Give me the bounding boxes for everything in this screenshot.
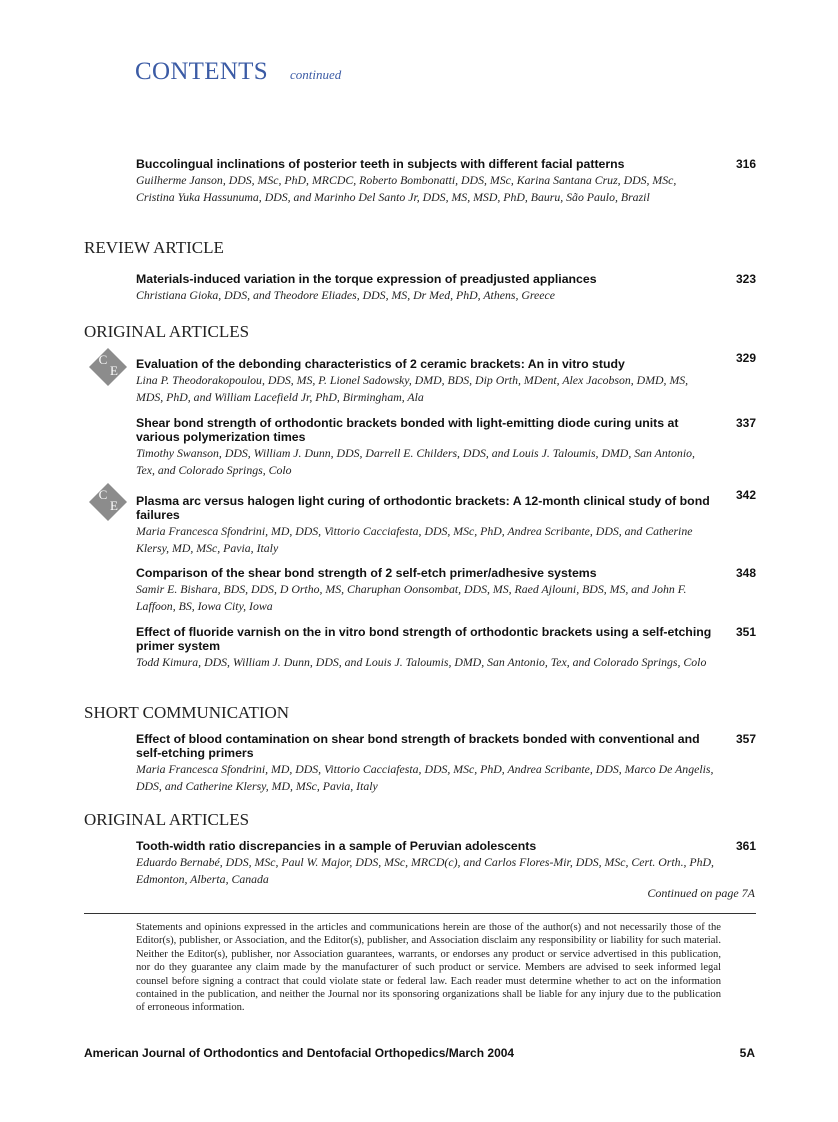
article-title[interactable]: Effect of fluoride varnish on the in vitro bond strength of orthodontic brackets using a self-etching primer system: [136, 625, 712, 653]
disclaimer-text: Statements and opinions expressed in the articles and communications herein are those of the author(s) and not necessarily those of the Editor(s), publisher, or Association, and the Editor(s), publisher, and Association disclaim any responsibility or liability for such material. Neither the Editor(s), publisher, nor Association guarantees, warrants, or endorses any product or service advertised in this publication, nor do they guarantee any claim made by the manufacturer of such product or service. Members are advised to seek informed legal counsel before signing a contract that could violate state or federal law. Each reader must determine whether to act on the information contained in the publication, and neither the Journal nor its sponsoring organizations shall be liable for any injury due to the publication of erroneous information.: [136, 922, 721, 1014]
article-authors: Christiana Gioka, DDS, and Theodore Eliades, DDS, MS, Dr Med, PhD, Athens, Greece: [136, 288, 555, 302]
toc-entry[interactable]: [136, 732, 756, 794]
continued-note: Continued on page 7A: [647, 886, 755, 900]
page-number: 337: [735, 416, 756, 430]
page-header: [135, 58, 341, 86]
footer-page-number: 5A: [739, 1046, 755, 1060]
article-authors: Timothy Swanson, DDS, William J. Dunn, DDS, Darrell E. Childers, DDS, and Louis J. Taloumis, DMD, San Antonio, Tex, and Colorado Springs, Colo: [136, 446, 695, 477]
toc-entry[interactable]: [136, 839, 756, 887]
footer-journal: American Journal of Orthodontics and Dentofacial Orthopedics/March 2004: [84, 1046, 515, 1060]
article-authors: Todd Kimura, DDS, William J. Dunn, DDS, and Louis J. Taloumis, DMD, San Antonio, Tex, and Colorado Springs, Colo: [136, 655, 707, 669]
page-number: 351: [735, 625, 756, 639]
article-title[interactable]: Effect of blood contamination on shear bond strength of brackets bonded with conventional and self-etching primers: [136, 732, 700, 760]
article-title[interactable]: Materials-induced variation in the torque expression of preadjusted appliances: [136, 272, 597, 286]
section-heading: ORIGINAL ARTICLES: [84, 810, 250, 829]
toc-entry[interactable]: [136, 351, 756, 405]
page-number: 357: [735, 732, 756, 746]
article-authors: Eduardo Bernabé, DDS, MSc, Paul W. Major, DDS, MSc, MRCD(c), and Carlos Flores-Mir, DDS, MSc, Cert. Orth., PhD, Edmonton, Alberta, Canada: [136, 855, 714, 886]
ce-letter-e: E: [110, 498, 118, 513]
section-heading: ORIGINAL ARTICLES: [84, 322, 250, 341]
ce-letter-c: C: [98, 487, 108, 502]
toc-entry[interactable]: [136, 416, 756, 478]
page-number: 361: [735, 839, 756, 853]
divider: [84, 913, 756, 914]
article-title[interactable]: Shear bond strength of orthodontic brackets bonded with light-emitting diode curing units at various polymerization times: [136, 416, 679, 444]
article-title[interactable]: Tooth-width ratio discrepancies in a sample of Peruvian adolescents: [136, 839, 537, 853]
page-number: 342: [735, 488, 756, 502]
page-number: 323: [735, 272, 756, 286]
ce-letter-e: E: [110, 363, 118, 378]
article-authors: Guilherme Janson, DDS, MSc, PhD, MRCDC, Roberto Bombonatti, DDS, MSc, Karina Santana Cruz, DDS, MSc, Cristina Yuka Hassunuma, DDS, and Marinho Del Santo Jr, DDS, MS, MSD, PhD, Bauru, São Paulo, Brazil: [136, 173, 677, 204]
ce-letter-c: C: [98, 352, 108, 367]
article-authors: Samir E. Bishara, BDS, DDS, D Ortho, MS, Charuphan Oonsombat, DDS, MS, Raed Ajlouni, BDS, MS, and John F. Laffoon, BS, Iowa City, Iowa: [136, 582, 687, 613]
article-title[interactable]: Plasma arc versus halogen light curing of orthodontic brackets: A 12-month clinical study of bond failures: [136, 494, 710, 522]
toc-entry[interactable]: [136, 625, 756, 671]
article-authors: Lina P. Theodorakopoulou, DDS, MS, P. Lionel Sadowsky, DMD, BDS, Dip Orth, MDent, Alex Jacobson, DMD, MS, MDS, PhD, and William Lacefield Jr, PhD, Birmingham, Ala: [136, 373, 689, 404]
toc-entry[interactable]: [136, 272, 756, 304]
page-number: 316: [735, 157, 756, 171]
ce-diamond-icon: [88, 482, 128, 522]
ce-diamond-icon: [88, 347, 128, 387]
article-authors: Maria Francesca Sfondrini, MD, DDS, Vittorio Cacciafesta, DDS, MSc, PhD, Andrea Scribante, DDS, Marco De Angelis, DDS, and Catherine Klersy, MD, MSc, Pavia, Italy: [136, 762, 714, 793]
toc-entry[interactable]: [136, 488, 756, 556]
toc-entry[interactable]: [136, 566, 756, 614]
section-heading: REVIEW ARTICLE: [84, 238, 224, 257]
continued-label: continued: [289, 67, 342, 82]
page-number: 348: [735, 566, 756, 580]
section-heading: SHORT COMMUNICATION: [84, 703, 290, 722]
article-title[interactable]: Evaluation of the debonding characteristics of 2 ceramic brackets: An in vitro study: [136, 357, 625, 371]
toc-entry[interactable]: [136, 157, 756, 205]
page-title: CONTENTS: [135, 58, 268, 85]
page-number: 329: [735, 351, 756, 365]
article-title[interactable]: Comparison of the shear bond strength of 2 self-etch primer/adhesive systems: [136, 566, 597, 580]
article-title[interactable]: Buccolingual inclinations of posterior teeth in subjects with different facial patterns: [136, 157, 625, 171]
article-authors: Maria Francesca Sfondrini, MD, DDS, Vittorio Cacciafesta, DDS, MSc, PhD, Andrea Scribante, DDS, and Catherine Klersy, MD, MSc, Pavia, Italy: [136, 524, 693, 555]
